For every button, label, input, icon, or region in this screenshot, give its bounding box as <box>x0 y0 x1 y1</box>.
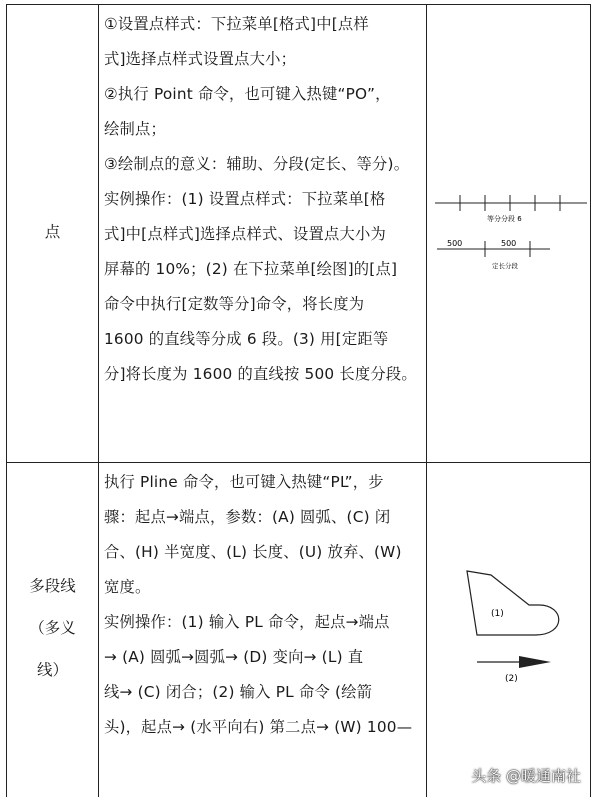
text-line: 屏幕的 10%；(2) 在下拉菜单[绘图]的[点] <box>104 260 398 278</box>
text-line: 绘制点； <box>104 120 166 138</box>
row-label-line: （多义 <box>29 619 76 637</box>
description-cell <box>99 5 427 462</box>
watermark: 头条 @暖通南社 <box>471 767 581 785</box>
description-cell <box>99 463 427 797</box>
row-label-cell <box>7 5 99 462</box>
polyline-shape <box>467 571 559 635</box>
segment-label: 500 <box>501 239 517 248</box>
text-line: 头)，起点→ (水平向右) 第二点→ (W) 100— <box>104 718 413 736</box>
row-label-line: 点 <box>44 223 61 241</box>
text-line: 1600 的直线等分成 6 段。(3) 用[定距等 <box>104 330 389 348</box>
row-label-line: 线） <box>36 661 68 679</box>
text-line: 式]中[点样式]选择点样式、设置点大小为 <box>104 225 386 243</box>
text-line: 分]将长度为 1600 的直线按 500 长度分段。 <box>104 365 417 383</box>
text-line: 实例操作：(1) 设置点样式：下拉菜单[格 <box>104 190 386 208</box>
figure-caption: 等分分段 6 <box>487 215 522 223</box>
table-row-point <box>7 5 590 463</box>
text-line: 实例操作：(1) 输入 PL 命令，起点→端点 <box>104 613 390 631</box>
arrow-head <box>519 656 551 668</box>
polyline-figure <box>427 463 590 797</box>
text-line: 线→ (C) 闭合；(2) 输入 PL 命令 (绘箭 <box>104 683 373 701</box>
text-line: ①设置点样式：下拉菜单[格式]中[点样 <box>104 15 369 33</box>
figure-cell <box>427 5 590 462</box>
text-line: 式]选择点样式设置点大小； <box>104 50 297 68</box>
figure-caption: 定长分段 <box>492 262 518 270</box>
row-label-line: 多段线 <box>29 577 76 595</box>
row-label-cell <box>7 463 99 797</box>
description-text <box>104 465 422 745</box>
text-line: 骤：起点→端点，参数：(A) 圆弧、(C) 闭 <box>104 508 391 526</box>
text-line: ②执行 Point 命令，也可键入热键“PO”， <box>104 85 391 103</box>
text-line: → (A) 圆弧→圆弧→ (D) 变向→ (L) 直 <box>104 648 364 666</box>
text-line: ③绘制点的意义：辅助、分段(定长、等分)。 <box>104 155 410 173</box>
cad-command-table <box>6 4 591 797</box>
segment-label: 500 <box>447 239 463 248</box>
text-line: 合、(H) 半宽度、(L) 长度、(U) 放弃、(W) <box>104 543 402 561</box>
description-text <box>104 7 422 392</box>
point-division-figure <box>427 5 590 462</box>
shape-label: (2) <box>505 674 518 684</box>
text-line: 命令中执行[定数等分]命令，将长度为 <box>104 295 365 313</box>
table-row-polyline <box>7 463 590 797</box>
text-line: 执行 Pline 命令，也可键入热键“PL”，步 <box>104 473 384 491</box>
shape-label: (1) <box>491 609 504 619</box>
figure-cell <box>427 463 590 797</box>
text-line: 宽度。 <box>104 578 151 596</box>
